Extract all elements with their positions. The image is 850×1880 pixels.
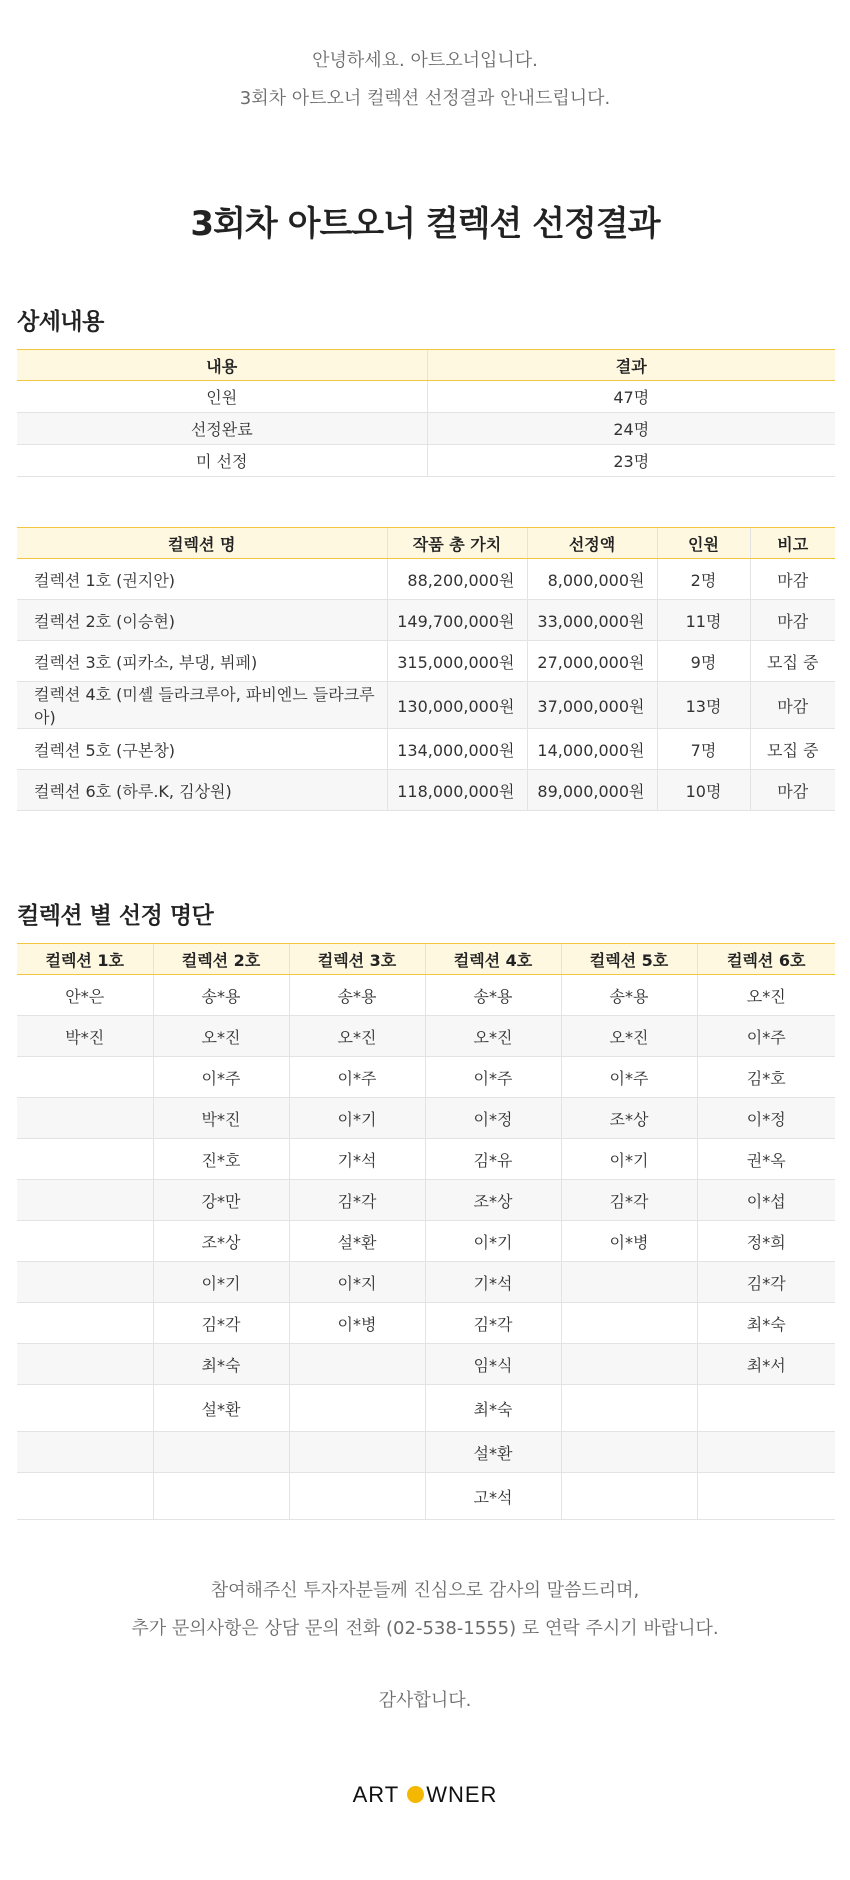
selection-cell: [561, 1473, 697, 1520]
summary-cell: 미 선정: [17, 445, 427, 477]
selection-cell: 설*환: [153, 1385, 289, 1432]
table-row: [17, 1098, 835, 1139]
selection-cell: 이*주: [289, 1057, 425, 1098]
art-owner-logo: [0, 1782, 850, 1808]
collections-header: 컬렉션 명: [17, 528, 387, 559]
selection-cell: 이*섭: [697, 1180, 835, 1221]
table-row: [17, 1303, 835, 1344]
selection-cell: [17, 1432, 153, 1473]
selection-cell: 김*각: [289, 1180, 425, 1221]
summary-cell: 인원: [17, 381, 427, 413]
selection-cell: 최*숙: [153, 1344, 289, 1385]
collection-total-value: 118,000,000원: [387, 770, 527, 811]
collection-selected-amount: 89,000,000원: [527, 770, 657, 811]
selection-cell: 김*각: [697, 1262, 835, 1303]
collections-header: 선정액: [527, 528, 657, 559]
page-title: 3회차 아트오너 컬렉션 선정결과: [190, 204, 660, 244]
selection-header: 컬렉션 2호: [153, 944, 289, 975]
selection-cell: [697, 1432, 835, 1473]
selection-cell: 이*주: [561, 1057, 697, 1098]
selection-cell: 최*숙: [697, 1303, 835, 1344]
thanks-text: 감사합니다.: [378, 1690, 472, 1711]
table-row: [17, 1057, 835, 1098]
collection-name: 컬렉션 6호 (하루.K, 김상원): [17, 770, 387, 811]
selection-cell: 이*병: [289, 1303, 425, 1344]
selection-cell: 이*지: [289, 1262, 425, 1303]
summary-cell: 선정완료: [17, 413, 427, 445]
selection-cell: 이*기: [561, 1139, 697, 1180]
selection-cell: [17, 1303, 153, 1344]
logo-text-right: WNER: [426, 1782, 498, 1807]
selection-cell: [17, 1139, 153, 1180]
selection-cell: 이*주: [697, 1016, 835, 1057]
selection-cell: [17, 1262, 153, 1303]
selection-cell: [289, 1385, 425, 1432]
collection-people: 9명: [657, 641, 750, 682]
summary-header: 결과: [427, 350, 835, 381]
summary-table: [17, 349, 835, 477]
summary-cell: 23명: [427, 445, 835, 477]
table-row: [17, 770, 835, 811]
greeting-line-2: 3회차 아트오너 컬렉션 선정결과 안내드립니다.: [239, 88, 611, 109]
table-row: [17, 1139, 835, 1180]
collection-name: 컬렉션 5호 (구본창): [17, 729, 387, 770]
collection-total-value: 315,000,000원: [387, 641, 527, 682]
selection-header: 컬렉션 1호: [17, 944, 153, 975]
selection-cell: 송*용: [153, 975, 289, 1016]
logo-dot-icon: [407, 1786, 424, 1803]
selection-cell: 오*진: [425, 1016, 561, 1057]
table-row: [17, 1221, 835, 1262]
selection-cell: 조*상: [425, 1180, 561, 1221]
summary-header: 내용: [17, 350, 427, 381]
collection-people: 11명: [657, 600, 750, 641]
selection-cell: 오*진: [289, 1016, 425, 1057]
selection-cell: 오*진: [697, 975, 835, 1016]
selection-cell: 고*석: [425, 1473, 561, 1520]
selection-cell: [561, 1303, 697, 1344]
selection-cell: 송*용: [425, 975, 561, 1016]
collection-selected-amount: 8,000,000원: [527, 559, 657, 600]
selection-cell: 이*정: [425, 1098, 561, 1139]
selection-table: [17, 943, 835, 1520]
selection-cell: 이*정: [697, 1098, 835, 1139]
table-row: [17, 1262, 835, 1303]
selection-cell: 김*각: [561, 1180, 697, 1221]
collection-selected-amount: 33,000,000원: [527, 600, 657, 641]
table-row: [17, 381, 835, 413]
summary-cell: 47명: [427, 381, 835, 413]
collection-status: 마감: [750, 682, 835, 729]
selection-cell: [289, 1473, 425, 1520]
greeting: [0, 0, 850, 118]
selection-cell: 조*상: [153, 1221, 289, 1262]
selection-cell: 이*기: [425, 1221, 561, 1262]
selection-cell: [153, 1473, 289, 1520]
collection-name: 컬렉션 2호 (이승현): [17, 600, 387, 641]
collection-selected-amount: 37,000,000원: [527, 682, 657, 729]
selection-cell: 강*만: [153, 1180, 289, 1221]
selection-cell: 기*석: [425, 1262, 561, 1303]
selection-cell: 이*주: [153, 1057, 289, 1098]
selection-cell: 정*희: [697, 1221, 835, 1262]
selection-cell: 김*호: [697, 1057, 835, 1098]
selection-cell: [17, 1098, 153, 1139]
selection-cell: [561, 1262, 697, 1303]
selection-cell: [17, 1385, 153, 1432]
selection-heading: 컬렉션 별 선정 명단: [17, 903, 214, 929]
table-row: [17, 559, 835, 600]
table-row: [17, 682, 835, 729]
collection-name: 컬렉션 1호 (권지안): [17, 559, 387, 600]
collection-status: 모집 중: [750, 641, 835, 682]
collection-people: 2명: [657, 559, 750, 600]
collection-selected-amount: 27,000,000원: [527, 641, 657, 682]
collection-name: 컬렉션 4호 (미셸 들라크루아, 파비엔느 들라크루아): [17, 682, 387, 729]
selection-header: 컬렉션 5호: [561, 944, 697, 975]
selection-cell: [561, 1385, 697, 1432]
selection-cell: [561, 1432, 697, 1473]
table-row: [17, 1180, 835, 1221]
selection-cell: [697, 1473, 835, 1520]
selection-cell: 송*용: [289, 975, 425, 1016]
selection-cell: 설*환: [425, 1432, 561, 1473]
selection-cell: 이*기: [289, 1098, 425, 1139]
table-row: [17, 445, 835, 477]
selection-cell: 설*환: [289, 1221, 425, 1262]
footer-line-2: 추가 문의사항은 상담 문의 전화 (02-538-1555) 로 연락 주시기 바랍니다.: [131, 1618, 719, 1639]
selection-cell: 조*상: [561, 1098, 697, 1139]
collection-people: 10명: [657, 770, 750, 811]
summary-cell: 24명: [427, 413, 835, 445]
collection-total-value: 88,200,000원: [387, 559, 527, 600]
collection-name: 컬렉션 3호 (피카소, 부댕, 뷔페): [17, 641, 387, 682]
collection-total-value: 134,000,000원: [387, 729, 527, 770]
selection-cell: 박*진: [17, 1016, 153, 1057]
summary-heading: 상세내용: [17, 309, 104, 335]
selection-cell: 김*각: [153, 1303, 289, 1344]
selection-cell: 안*은: [17, 975, 153, 1016]
selection-cell: 김*유: [425, 1139, 561, 1180]
table-row: [17, 641, 835, 682]
selection-header: 컬렉션 4호: [425, 944, 561, 975]
selection-cell: [17, 1221, 153, 1262]
selection-cell: 이*병: [561, 1221, 697, 1262]
selection-cell: 권*옥: [697, 1139, 835, 1180]
selection-header: 컬렉션 6호: [697, 944, 835, 975]
table-row: [17, 1473, 835, 1520]
table-row: [17, 729, 835, 770]
selection-cell: 오*진: [153, 1016, 289, 1057]
collections-header: 비고: [750, 528, 835, 559]
selection-cell: 이*주: [425, 1057, 561, 1098]
table-row: [17, 1385, 835, 1432]
table-row: [17, 1432, 835, 1473]
selection-cell: [289, 1344, 425, 1385]
collection-status: 모집 중: [750, 729, 835, 770]
selection-cell: 최*서: [697, 1344, 835, 1385]
table-row: [17, 1016, 835, 1057]
collection-total-value: 130,000,000원: [387, 682, 527, 729]
collection-total-value: 149,700,000원: [387, 600, 527, 641]
selection-cell: 박*진: [153, 1098, 289, 1139]
selection-header: 컬렉션 3호: [289, 944, 425, 975]
greeting-line-1: 안녕하세요. 아트오너입니다.: [312, 50, 538, 71]
selection-cell: 기*석: [289, 1139, 425, 1180]
selection-cell: [561, 1344, 697, 1385]
table-row: [17, 1344, 835, 1385]
selection-cell: 최*숙: [425, 1385, 561, 1432]
selection-cell: [697, 1385, 835, 1432]
selection-cell: [289, 1432, 425, 1473]
collection-status: 마감: [750, 770, 835, 811]
selection-cell: 이*기: [153, 1262, 289, 1303]
selection-cell: 진*호: [153, 1139, 289, 1180]
collection-status: 마감: [750, 600, 835, 641]
selection-cell: [153, 1432, 289, 1473]
selection-cell: 송*용: [561, 975, 697, 1016]
collections-header: 작품 총 가치: [387, 528, 527, 559]
selection-cell: 임*식: [425, 1344, 561, 1385]
table-row: [17, 600, 835, 641]
table-row: [17, 975, 835, 1016]
collection-people: 7명: [657, 729, 750, 770]
selection-cell: [17, 1180, 153, 1221]
footer-message: [0, 1572, 850, 1648]
table-row: [17, 413, 835, 445]
collection-selected-amount: 14,000,000원: [527, 729, 657, 770]
selection-cell: 오*진: [561, 1016, 697, 1057]
selection-cell: [17, 1473, 153, 1520]
collections-table: [17, 527, 835, 811]
logo-text-left: ART: [352, 1782, 400, 1807]
selection-cell: [17, 1057, 153, 1098]
selection-cell: 김*각: [425, 1303, 561, 1344]
collection-status: 마감: [750, 559, 835, 600]
collection-people: 13명: [657, 682, 750, 729]
footer-line-1: 참여해주신 투자자분들께 진심으로 감사의 말씀드리며,: [210, 1580, 640, 1601]
collections-header: 인원: [657, 528, 750, 559]
selection-cell: [17, 1344, 153, 1385]
